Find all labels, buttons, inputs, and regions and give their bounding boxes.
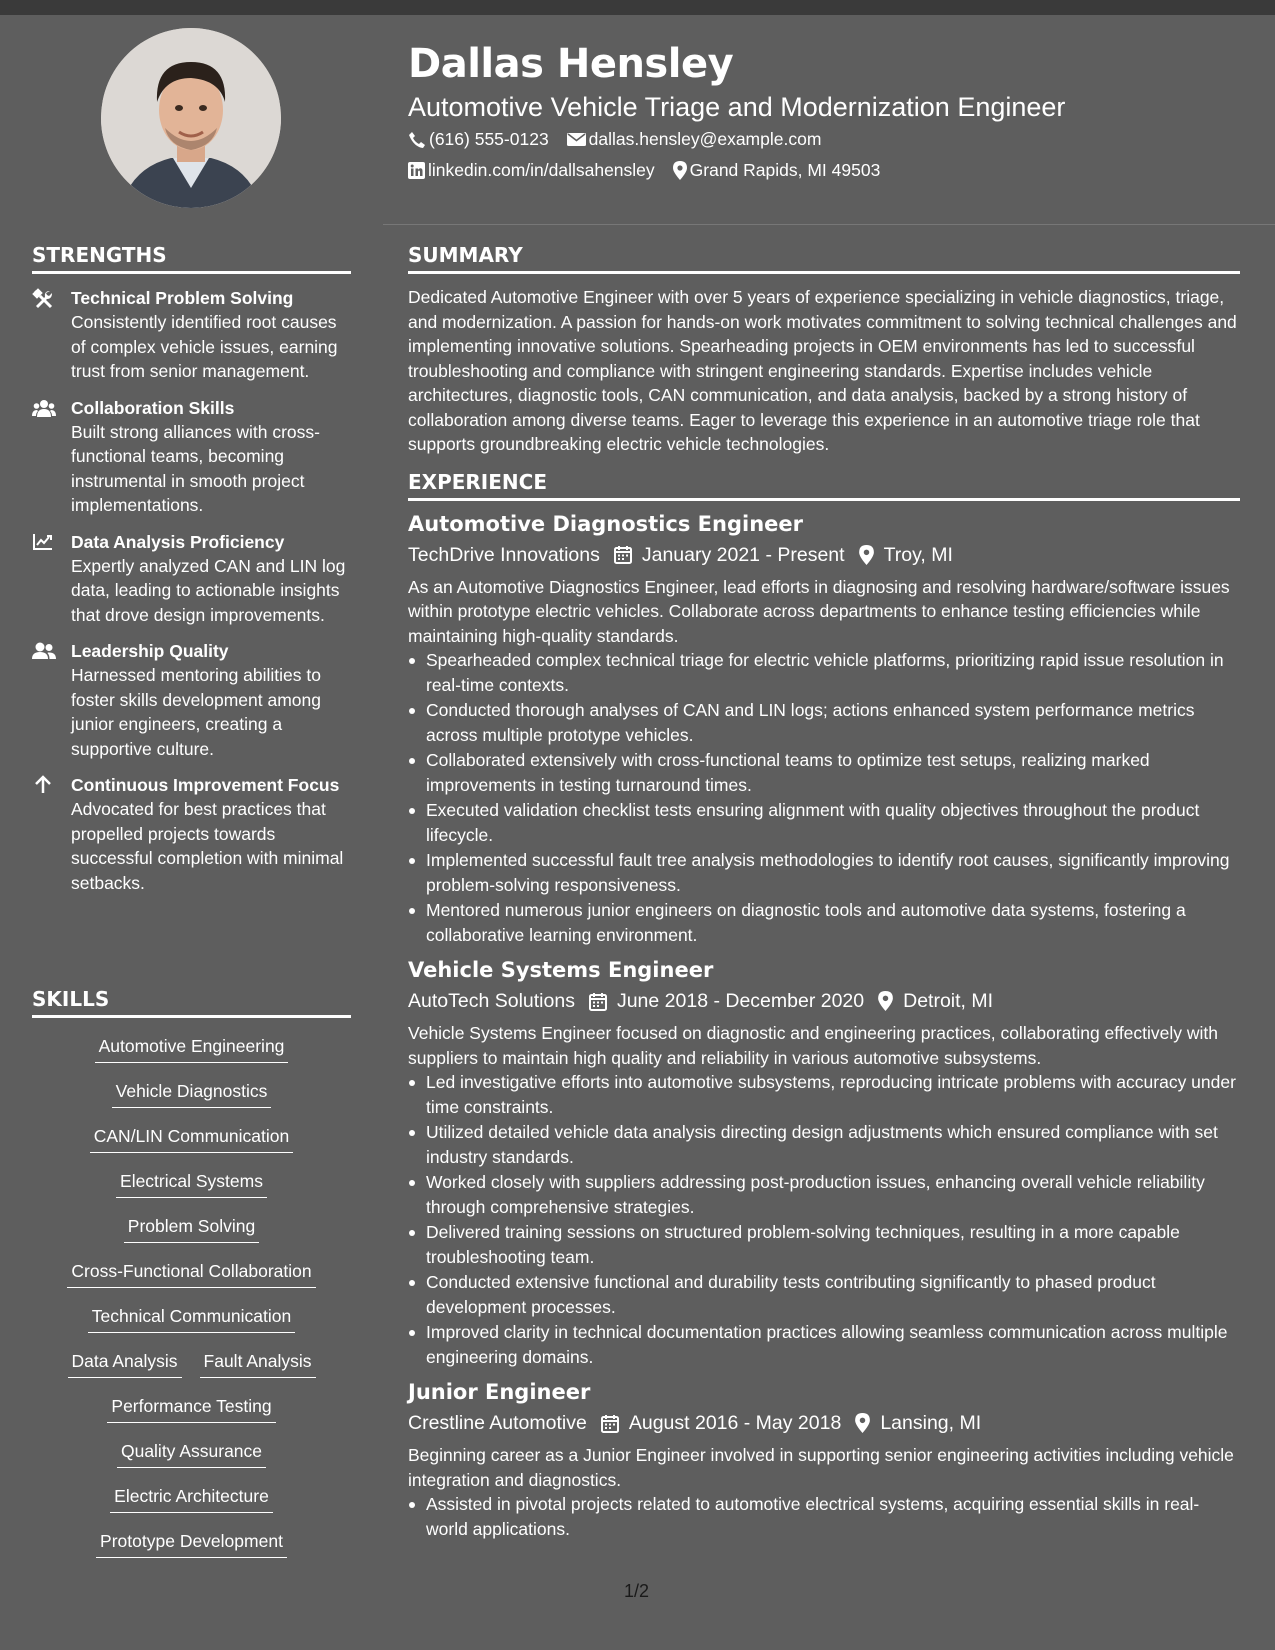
calendar-icon <box>601 1414 619 1433</box>
strength-desc: Consistently identified root causes of complex vehicle issues, earning trust from senior management. <box>71 312 338 381</box>
envelope-icon <box>567 132 586 147</box>
job-description: Beginning career as a Junior Engineer involved in supporting senior engineering activities including vehicle integration and diagnostics. <box>408 1445 1234 1490</box>
strength-name: Technical Problem Solving <box>71 288 294 308</box>
strength-item <box>32 530 351 628</box>
skills-section <box>32 987 351 1574</box>
skill-row <box>32 1484 351 1529</box>
skill-tag: Vehicle Diagnostics <box>112 1079 272 1108</box>
resume-page <box>0 15 1275 1650</box>
job-entry <box>408 957 1240 1369</box>
strength-desc: Advocated for best practices that propelled projects towards successful completion with minimal setbacks. <box>71 799 344 893</box>
skill-row <box>32 1214 351 1259</box>
skill-row <box>32 1439 351 1484</box>
strengths-heading: STRENGTHS <box>32 243 351 274</box>
linkedin-text[interactable]: linkedin.com/in/dallsahensley <box>428 160 655 180</box>
skill-tag: Electrical Systems <box>116 1169 267 1198</box>
profile-photo <box>101 28 281 208</box>
location-contact <box>673 160 881 181</box>
skill-tag: Technical Communication <box>88 1304 295 1333</box>
job-bullets <box>408 1070 1240 1369</box>
left-column <box>0 15 383 1650</box>
strengths-section <box>32 243 351 895</box>
job-bullet: Improved clarity in technical documentation practices allowing seamless communication across multiple engineering domains. <box>426 1320 1240 1369</box>
job-title: Automotive Diagnostics Engineer <box>408 511 803 536</box>
location-text: Grand Rapids, MI 49503 <box>689 160 881 180</box>
strength-desc: Expertly analyzed CAN and LIN log data, leading to actionable insights that drove design improvements. <box>71 555 346 625</box>
strength-name: Data Analysis Proficiency <box>71 531 285 552</box>
strength-name: Collaboration Skills <box>71 397 235 418</box>
calendar-icon <box>614 545 632 564</box>
job-meta <box>408 541 1240 569</box>
job-bullet: Mentored numerous junior engineers on diagnostic tools and automotive data systems, fostering a collaborative learning environment. <box>426 898 1240 947</box>
job-meta <box>408 987 1240 1015</box>
skill-row <box>32 1259 351 1304</box>
strength-item <box>32 639 351 761</box>
skill-tag: Automotive Engineering <box>95 1034 289 1063</box>
job-bullet: Executed validation checklist tests ensuring alignment with quality objectives throughout the product lifecycle. <box>426 798 1240 847</box>
skill-row <box>32 1124 351 1169</box>
job-dates: January 2021 - Present <box>641 543 845 566</box>
job-bullets <box>408 1492 1240 1541</box>
job-bullet: Led investigative efforts into automotive subsystems, reproducing intricate problems with accuracy under time constraints. <box>426 1070 1240 1119</box>
strength-desc: Harnessed mentoring abilities to foster skills development among junior engineers, creating a supportive culture. <box>71 665 321 759</box>
users-icon <box>32 398 56 420</box>
main-column <box>408 243 1240 1542</box>
job-meta <box>408 1409 1240 1437</box>
strength-item <box>32 396 351 518</box>
top-bar <box>0 0 1275 15</box>
phone-icon <box>408 131 426 149</box>
skill-tag: Data Analysis <box>68 1349 182 1378</box>
skill-row <box>32 1349 351 1394</box>
skill-tag: Performance Testing <box>107 1394 275 1423</box>
map-pin-icon <box>673 161 687 180</box>
job-dates: June 2018 - December 2020 <box>616 990 865 1012</box>
job-company: AutoTech Solutions <box>408 990 575 1012</box>
skill-tag: Fault Analysis <box>200 1349 316 1378</box>
strength-desc: Built strong alliances with cross-functional teams, becoming instrumental in smooth project implementations. <box>71 421 320 515</box>
job-bullet: Worked closely with suppliers addressing post-production issues, enhancing overall vehicle reliability through comprehensive strategies. <box>426 1170 1240 1219</box>
candidate-title: Automotive Vehicle Triage and Modernization Engineer <box>408 92 1066 122</box>
job-bullet: Conducted extensive functional and durability tests contributing significantly to phased product development processes. <box>426 1270 1240 1319</box>
job-description: As an Automotive Diagnostics Engineer, lead efforts in diagnosing and resolving hardware/software issues within prototype electric vehicles. Collaborate across departments to enhance testing efficiencies while maintaining high-quality standards. <box>408 576 1230 646</box>
job-entry <box>408 1379 1240 1541</box>
map-pin-icon <box>878 991 893 1011</box>
skill-row <box>32 1034 351 1079</box>
job-company: TechDrive Innovations <box>408 543 600 566</box>
job-bullet: Collaborated extensively with cross-functional teams to optimize test setups, realizing marked improvements in testing turnaround times. <box>426 748 1240 797</box>
skill-row <box>32 1079 351 1124</box>
resume-header <box>383 15 1275 225</box>
linkedin-contact[interactable] <box>408 160 655 181</box>
skills-heading: SKILLS <box>32 987 351 1018</box>
calendar-icon <box>589 992 607 1011</box>
skill-tag: Prototype Development <box>96 1529 287 1558</box>
skill-tag: CAN/LIN Communication <box>90 1124 293 1153</box>
contact-row-1 <box>408 129 839 150</box>
job-company: Crestline Automotive <box>408 1412 587 1434</box>
email-contact[interactable] <box>567 129 822 150</box>
contact-row-2 <box>408 160 898 181</box>
chart-line-icon <box>32 532 56 554</box>
skill-tag: Electric Architecture <box>110 1484 273 1513</box>
job-bullet: Conducted thorough analyses of CAN and LIN logs; actions enhanced system performance metrics across multiple prototype vehicles. <box>426 698 1240 747</box>
map-pin-icon <box>859 545 874 565</box>
job-entry <box>408 511 1240 948</box>
job-bullet: Spearheaded complex technical triage for electric vehicle platforms, prioritizing rapid issue resolution in real-time contexts. <box>426 648 1240 697</box>
email-text[interactable]: dallas.hensley@example.com <box>588 129 822 149</box>
strength-item <box>32 286 351 384</box>
strength-name: Leadership Quality <box>71 641 229 661</box>
job-location: Detroit, MI <box>903 990 994 1012</box>
experience-heading: EXPERIENCE <box>408 470 1240 501</box>
phone-text: (616) 555-0123 <box>429 129 549 149</box>
header-divider <box>383 224 1275 225</box>
job-description: Vehicle Systems Engineer focused on diagnostic and engineering practices, collaborating effectively with suppliers to maintain high quality and reliability in various automotive subsystems. <box>408 1023 1219 1068</box>
skill-row <box>32 1529 351 1574</box>
skill-row <box>32 1304 351 1349</box>
candidate-name: Dallas Hensley <box>408 41 734 87</box>
job-location: Troy, MI <box>883 543 953 566</box>
skill-tag: Cross-Functional Collaboration <box>67 1259 315 1288</box>
job-bullets <box>408 648 1240 947</box>
summary-heading: SUMMARY <box>408 243 1240 274</box>
page-number: 1/2 <box>624 1581 650 1601</box>
summary-text: Dedicated Automotive Engineer with over 5 years of experience specializing in vehicle diagnostics, triage, and modernization. A passion for hands-on work motivates commitment to solving technical challenges and implementing innovative solutions. Spearheading projects in OEM environments has led to successful troubleshooting and compliance with stringent engineering standards. Expertise includes vehicle architectures, diagnostic tools, CAN communication, and data analysis, backed by a strong history of collaboration among diverse teams. Eager to leverage this experience in an automotive triage role that supports groundbreaking electric vehicle technologies. <box>408 287 1237 454</box>
skill-list <box>32 1034 351 1574</box>
profile-photo-image <box>101 28 281 208</box>
job-dates: August 2016 - May 2018 <box>628 1412 842 1434</box>
job-location: Lansing, MI <box>880 1412 982 1434</box>
arrow-up-icon <box>32 775 56 797</box>
job-bullet: Delivered training sessions on structured problem-solving techniques, resulting in a more capable troubleshooting team. <box>426 1220 1240 1269</box>
job-title: Vehicle Systems Engineer <box>408 958 714 982</box>
job-bullet: Utilized detailed vehicle data analysis directing design adjustments which ensured compliance with set industry standards. <box>426 1120 1240 1169</box>
skill-tag: Problem Solving <box>124 1214 259 1243</box>
map-pin-icon <box>855 1413 870 1433</box>
strength-item <box>32 773 351 895</box>
job-bullet: Implemented successful fault tree analysis methodologies to identify root causes, significantly improving problem-solving responsiveness. <box>426 848 1240 897</box>
strength-name: Continuous Improvement Focus <box>71 775 340 795</box>
skill-tag: Quality Assurance <box>117 1439 266 1468</box>
user-group-icon <box>32 641 56 663</box>
linkedin-icon <box>408 162 425 179</box>
job-title: Junior Engineer <box>408 1380 591 1404</box>
phone-contact <box>408 129 549 150</box>
skill-row <box>32 1394 351 1439</box>
job-bullet: Assisted in pivotal projects related to automotive electrical systems, acquiring essential skills in real-world applications. <box>426 1492 1240 1541</box>
skill-row <box>32 1169 351 1214</box>
tools-icon <box>32 288 56 310</box>
